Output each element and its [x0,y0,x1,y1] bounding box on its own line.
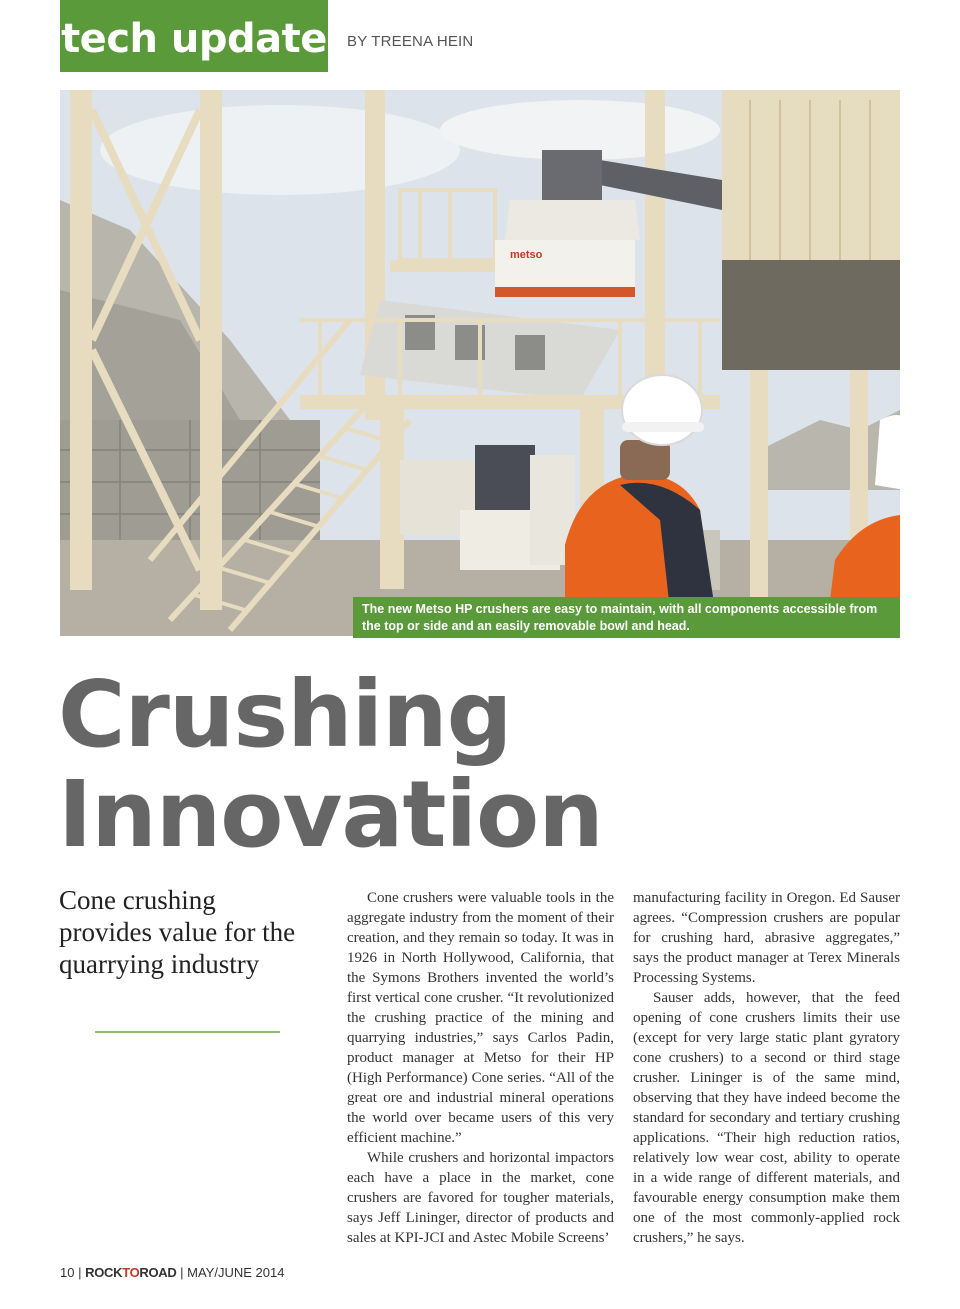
paragraph: Cone crushers were valuable tools in the aggregate industry from the moment of their creation, and they remain so today. It was in 1926 in North Hollywood, California, that the Symons Brothers invented the world’s first vertical cone crusher. “It revolutionized the crushing practice of the mining and quarrying industries,” says Carlos Padin, product manager at Metso for their HP (High Performance) Cone series. “All of the great ore and industrial mineral operations the world over became users of this very efficient machine.” [347,890,614,1146]
article-column-2 [633,888,900,1248]
deck-subtitle: Cone crushing provides value for the quarrying industry [59,885,296,979]
paragraph: manufacturing facility in Oregon. Ed Sauser agrees. “Compression crushers are popular for crushing hard, abrasive aggregates,” says the product manager at Terex Minerals Processing Systems. [633,890,900,986]
page-number: 10 [60,1265,75,1280]
photo-caption: The new Metso HP crushers are easy to maintain, with all components accessible from the top or side and an easily removable bowl and head. [353,597,900,638]
issue-date: MAY/JUNE 2014 [187,1265,285,1280]
footer-separator: | [180,1265,184,1280]
feature-photo [60,90,900,636]
article-column-1 [347,888,614,1248]
section-label: tech update [60,0,328,72]
headline-line-2: Innovation [58,761,603,868]
footer-separator: | [78,1265,82,1280]
paragraph: While crushers and horizontal impactors each have a place in the market, cone crushers are favored for tougher materials, says Jeff Lininger, director of products and sales at KPI-JCI and Astec Mobile Screens’ [347,1150,614,1246]
byline: BY TREENA HEIN [347,33,474,50]
page-footer [60,1265,284,1280]
headline [58,661,603,868]
crusher-plant-illustration [60,90,900,636]
paragraph: Sauser adds, however, that the feed opening of cone crushers limits their use (except for very large static plant gyratory cone crushers) to a second or third stage crusher. Lininger is of the same mind, observing that they have indeed become the standard for secondary and tertiary crushing applications. “Their high reduction ratios, relatively low wear cost, ability to operate in a wide range of different materials, and favourable energy consumption make them one of the most commonly-applied rock crushers,” he says. [633,990,900,1246]
logo-part-to: TO [122,1265,140,1280]
magazine-logo [85,1265,176,1280]
deck-divider [95,1031,280,1033]
logo-part-rock: ROCK [85,1265,123,1280]
headline-line-1: Crushing [58,661,512,768]
logo-part-road: ROAD [139,1265,177,1280]
crusher-brand-mark: metso [510,249,543,261]
